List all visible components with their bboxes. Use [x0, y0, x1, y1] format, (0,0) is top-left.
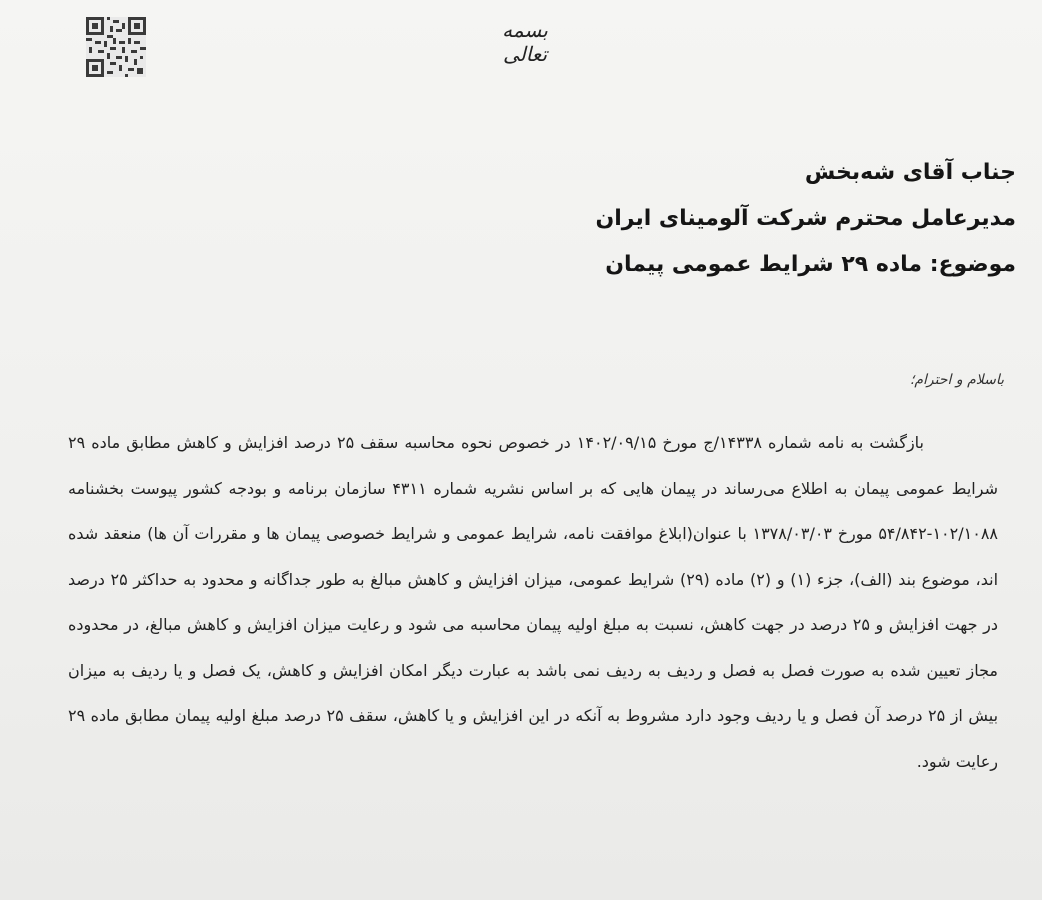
subject-line: موضوع: ماده ۲۹ شرایط عمومی پیمان [605, 252, 1016, 277]
salutation: باسلام و احترام؛ [909, 372, 1004, 388]
recipient-name: جناب آقای شه‌بخش [804, 160, 1016, 185]
qr-code-icon [86, 16, 146, 78]
recipient-block [316, 150, 1016, 288]
basmala-heading: بسمه تعالی [502, 18, 548, 66]
body-paragraph: بازگشت به نامه شماره ۱۴۳۳۸/ج مورخ ۱۴۰۲/۰۹/۱۵ در خصوص نحوه محاسبه سقف ۲۵ درصد افزایش و کاهش مطابق ماده ۲۹ شرایط عمومی پیمان به اطلاع می‌رساند در پیمان هایی که بر اساس نشریه شماره ۴۳۱۱ سازمان برنامه و بودجه کشور پیوست بخشنامه ۱۰۲/۱۰۸۸-۵۴/۸۴۲ مورخ ۱۳۷۸/۰۳/۰۳ با عنوان(ابلاغ موافقت نامه، شرایط عمومی و شرایط خصوصی پیمان ها و مقررات آن ها) منعقد شده اند، موضوع بند (الف)، جزء (۱) و (۲) ماده (۲۹) شرایط عمومی، میزان افزایش و کاهش مبالغ به طور جداگانه و محدود به حداکثر ۲۵ درصد در جهت افزایش و ۲۵ درصد در جهت کاهش، نسبت به مبلغ اولیه پیمان محاسبه می شود و رعایت میزان افزایش و کاهش مبالغ، در محدوده مجاز تعیین شده به صورت فصل به فصل و ردیف به ردیف نمی باشد به عبارت دیگر امکان افزایش و کاهش، یک فصل و یا ردیف به میزان بیش از ۲۵ درصد آن فصل و یا ردیف وجود دارد مشروط به آنکه در این افزایش و یا کاهش، سقف ۲۵ درصد مبلغ اولیه پیمان مطابق ماده ۲۹ رعایت شود. [68, 433, 999, 771]
recipient-title: مدیرعامل محترم شرکت آلومینای ایران [595, 206, 1016, 231]
letter-body [68, 420, 998, 784]
